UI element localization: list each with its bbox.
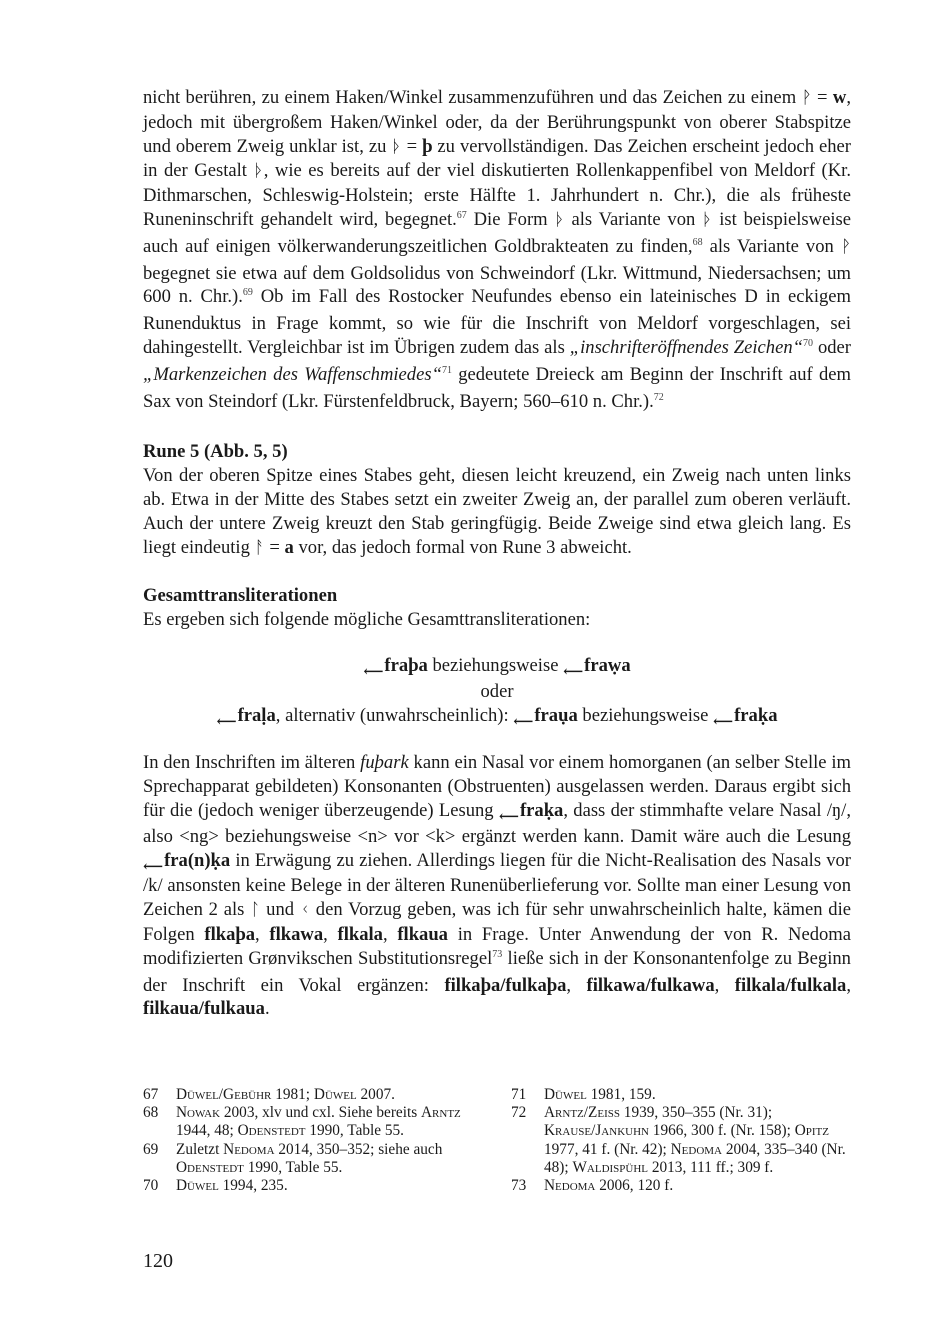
paragraph-gesamt-intro: Es ergeben sich folgende mögliche Gesamttransliterationen: <box>143 609 591 631</box>
footnote-ref-70[interactable]: 70 <box>803 337 813 349</box>
transliteration-block <box>143 654 851 729</box>
rune-d-shape: ᚦ <box>253 161 264 182</box>
paragraph-nasal-discussion: In den Inschriften im älteren fuþark kann ein Nasal vor einem homorganen (an selber Stelle im Sprechapparat gebildeten) Konsonanten (Obstruenten) ausgelassen werden. Daraus ergibt sich für die (jedoch weniger überzeugende) Lesung $_⟵$fraḳa, dass der stimmhafte velare Nasal /ŋ/, also <ng> beziehungsweise <n> vor <k> ergänzt werden kann. Damit wäre auch die Lesung $_⟵$fra(n)ḳa in Erwägung zu ziehen. Allerdings liegen für die Nicht-Realisation des Nasals vor /k/ ansonsten keine Belege in der älteren Runenüberlieferung vor. Sollte man einer Lesung von Zeichen 2 als ᛚ und ᚲ den Vorzug geben, was ich für sehr unwahrscheinlich halte, kämen die Folgen flkaþa, flkawa, flkala, flkaua in Frage. Unter Anwendung der von R. Nedoma modifizierten Grønvikschen Substitutionsregel$^{73}$ ließe sich in der Konsonantenfolge zu Beginn der Inschrift ein Vokal ergänzen: filkaþa/fulkaþa, filkawa/fulkawa, filkala/fulkala, filkaua/fulkaua. <box>143 752 852 1020</box>
rune-wunjo: ᚹ <box>801 88 812 108</box>
footnote-ref-72[interactable]: 72 <box>653 391 664 403</box>
page-number: 120 <box>143 1250 173 1272</box>
footnote-68: 68 Nowak 2003, xlv und cxl. Siehe bereits Arntz 1944, 48; Odenstedt 1990, Table 55. <box>143 1104 461 1140</box>
footnote-67: 67 Düwel/Gebühr 1981; Düwel 2007. <box>143 1086 395 1103</box>
page-body <box>143 86 851 1021</box>
footnote-ref-68[interactable]: 68 <box>692 236 703 248</box>
rune-wunjo: ᚹ <box>840 236 852 257</box>
footnote-70: 70 Düwel 1994, 235. <box>143 1177 288 1195</box>
footnote-73: 73 Nedoma 2006, 120 f. <box>511 1177 674 1195</box>
rune-d-shape: ᚦ <box>554 209 565 230</box>
footnote-ref-73[interactable]: 73 <box>492 948 503 960</box>
footnotes-left-column <box>143 1086 461 1195</box>
footnote-69: 69 Zuletzt Nedoma 2014, 350–352; siehe auch Odenstedt 1990, Table 55. <box>143 1140 443 1176</box>
paragraph-rune4-discussion: nicht berühren, zu einem Haken/Winkel zusammenzuführen und das Zeichen zu einem ᚹ = w, jedoch mit übergroßem Haken/Winkel oder, da der Berührungspunkt von oberer Stabspitze und oberem Zweig unklar ist, zu ᚦ = þ zu vervollständigen. Das Zeichen erscheint jedoch eher in der Gestalt ᚦ, wie es bereits auf der viel diskutierten Rollenkappenfibel von Meldorf (Kr. Dithmarschen, Schleswig-Holstein; erste Hälfte 1. Jahrhundert n. Chr.), die als früheste Runeninschrift gehandelt wird, begegnet.$^{67}$ Die Form ᚦ als Variante von ᚦ ist beispielsweise auch auf einigen völkerwanderungszeitlichen Goldbrakteaten zu finden,$^{68}$ als Variante von ᚹ begegnet sie etwa auf dem Goldsolidus von Schweindorf (Lkr. Wittmund, Niedersachsen; um 600 n. Chr.).$^{69}$ Ob im Fall des Rostocker Neufundes ebenso ein lateinisches D in eckigem Runenduktus in Frage kommt, so wie für die Inschrift von Meldorf vorgeschlagen, sei dahingestellt. Vergleichbar ist im Übrigen zudem das als „inschrifteröffnendes Zeichen“$^{70}$ oder „Markenzeichen des Waffenschmiedes“$^{71}$ gedeutete Dreieck am Beginn der Inschrift auf dem Sax von Steindorf (Lkr. Fürstenfeldbruck, Bayern; 560–610 n. Chr.).$^{72}$ <box>143 87 852 412</box>
footnotes <box>143 1086 851 1195</box>
transliteration-line-1: $_⟵$fraþa beziehungsweise $_⟵$fraẉa <box>363 654 631 680</box>
transliteration-line-2: oder <box>480 680 514 702</box>
footnote-72: 72 Arntz/Zeiss 1939, 350–355 (Nr. 31); Krause/Jankuhn 1966, 300 f. (Nr. 158); Opitz 1977, 41 f. (Nr. 42); Nedoma 2004, 335–340 (Nr. 48); Waldispühl 2013, 111 ff.; 309 f. <box>511 1104 846 1176</box>
rune-kaun: ᚲ <box>299 900 311 921</box>
section-heading-gesamt: Gesamttransliterationen <box>143 585 338 607</box>
section-heading-rune5: Rune 5 (Abb. 5, 5) <box>143 441 288 463</box>
footnote-71: 71 Düwel 1981, 159. <box>511 1086 656 1103</box>
rune-thurisaz: ᚦ <box>391 136 402 157</box>
rune-laguz: ᛚ <box>250 900 261 921</box>
footnote-ref-69[interactable]: 69 <box>242 287 253 299</box>
transliteration-line-3: $_⟵$fraḷa, alternativ (unwahrscheinlich): $_⟵$fraụa beziehungsweise $_⟵$fraḳa <box>216 704 778 730</box>
footnote-ref-67[interactable]: 67 <box>456 209 467 221</box>
paragraph-rune5: Von der oberen Spitze eines Stabes geht, diesen leicht kreuzend, ein Zweig nach unten links ab. Etwa in der Mitte des Stabes setzt ein zweiter Zweig an, der parallel zum oberen verläuft. Auch der untere Zweig kreuzt den Stab geringfügig. Beide Zweige sind etwa gleich lang. Es liegt eindeutig ᚨ = a vor, das jedoch formal von Rune 3 abweicht. <box>143 465 851 558</box>
footnotes-right-column <box>511 1086 851 1195</box>
footnote-ref-71[interactable]: 71 <box>441 364 452 376</box>
rune-ansuz: ᚨ <box>254 537 265 558</box>
rune-thurisaz: ᚦ <box>702 209 713 230</box>
